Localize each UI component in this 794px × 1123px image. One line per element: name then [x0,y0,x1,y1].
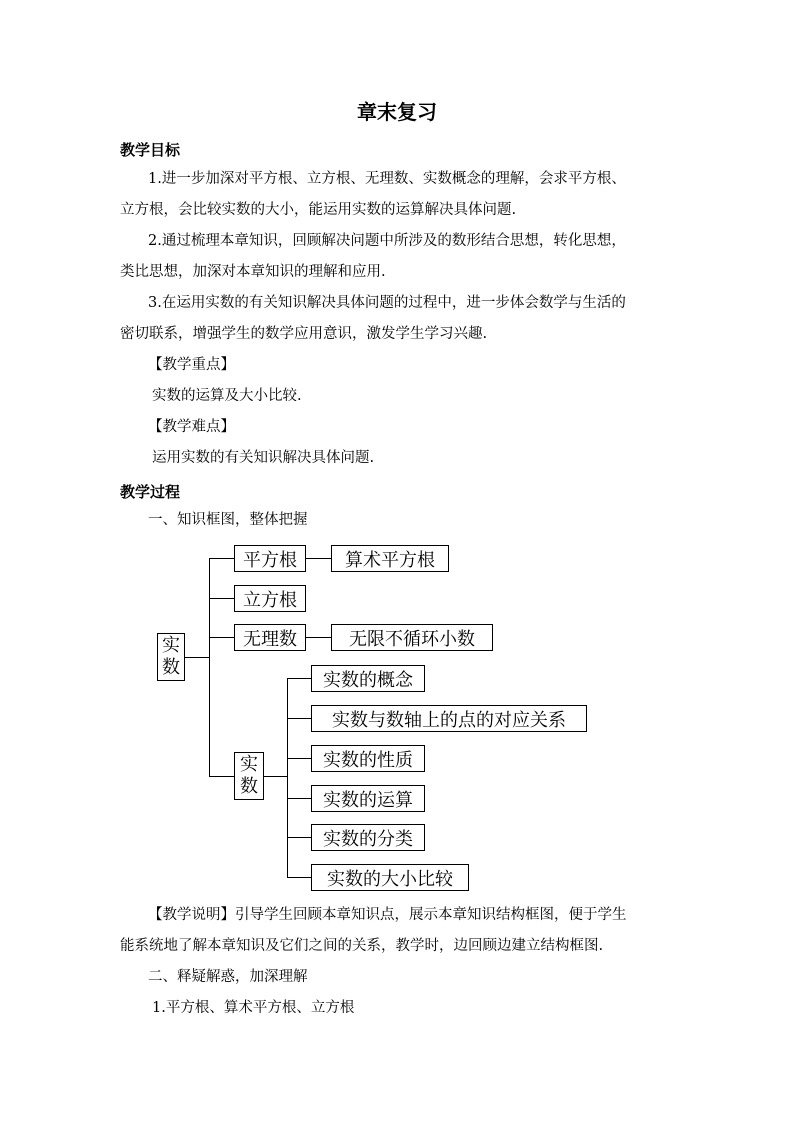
root-connector [184,657,210,658]
sub-line-4 [287,798,311,799]
teaching-note-line1 [148,900,627,931]
section-2-heading: 二、释疑解惑，加深理解 [148,969,308,985]
root-char-2: 数 [162,657,180,678]
box-gainian: 实数的概念 [311,665,425,692]
box-wulishu: 无理数 [234,624,306,651]
sub-vertical-line [287,678,288,877]
difficulty-text: 运用实数的有关知识解决具体问题. [152,450,375,466]
sub-line-3 [287,758,311,759]
box-xingzhi: 实数的性质 [311,745,425,772]
key-points-text: 实数的运算及大小比较. [152,388,302,404]
process-heading: 教学过程 [120,483,181,501]
goal-2-line2: 类比思想，加深对本章知识的理解和应用. [120,264,386,280]
branch-line-3 [209,637,234,638]
sub-line-1 [287,678,311,679]
box-suanshu-pingfanggen: 算术平方根 [331,545,449,572]
shishu-box [234,752,264,800]
branch-line-4 [209,776,234,777]
goal-1-line2: 立方根，会比较实数的大小，能运用实数的运算解决具体问题. [120,202,517,218]
teaching-note-text: 引导学生回顾本章知识点，展示本章知识结构框图，便于学生 [235,907,627,923]
box-lifanggen: 立方根 [234,585,306,612]
goal-3-line1: 3.在运用实数的有关知识解决具体问题的过程中，进一步体会数学与生活的 [148,295,626,311]
goals-heading: 教学目标 [120,141,181,159]
box-fenlei: 实数的分类 [311,824,425,851]
root-char-1: 实 [162,635,180,656]
box-daxiao-bijiao: 实数的大小比较 [311,864,469,891]
box-yunsuan: 实数的运算 [311,785,425,812]
sub-line-2 [287,718,311,719]
shishu-char-2: 数 [240,776,258,797]
section-1-heading: 一、知识框图，整体把握 [148,512,308,528]
page-title: 章末复习 [357,100,437,124]
branch-line-2 [209,598,234,599]
teaching-note-line2: 能系统地了解本章知识及它们之间的关系，教学时，边回顾边建立结构框图. [120,938,604,954]
link-line-2 [306,637,331,638]
box-pingfanggen: 平方根 [234,545,306,572]
goal-2-line1: 2.通过梳理本章知识，回顾解决问题中所涉及的数形结合思想，转化思想， [148,233,626,249]
sub-line-6 [287,877,311,878]
root-box [157,633,185,681]
sub-line-5 [287,837,311,838]
teaching-note-label: 【教学说明】 [148,907,235,923]
main-vertical-line [209,558,210,776]
item-1-heading: 1.平方根、算术平方根、立方根 [152,1000,355,1016]
key-points-label: 【教学重点】 [148,357,235,373]
link-line-1 [306,558,331,559]
branch-line-1 [209,558,234,559]
box-shuzhou-duiying: 实数与数轴上的点的对应关系 [311,705,587,732]
shishu-char-1: 实 [240,754,258,775]
box-wuxian-xunhuan: 无限不循环小数 [331,624,493,651]
sub-connector [264,776,288,777]
difficulty-label: 【教学难点】 [148,419,235,435]
goal-1-line1: 1.进一步加深对平方根、立方根、无理数、实数概念的理解，会求平方根、 [148,171,626,187]
goal-3-line2: 密切联系，增强学生的数学应用意识，激发学生学习兴趣. [120,326,488,342]
